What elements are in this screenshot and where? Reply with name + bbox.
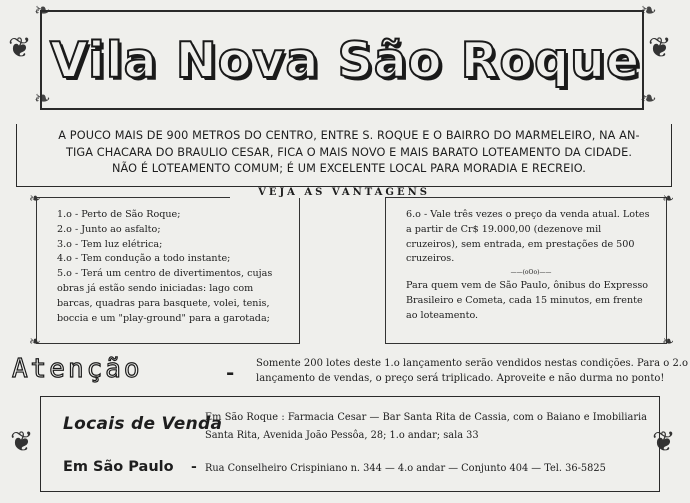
advantage-item-1: 1.o - Perto de São Roque;: [57, 209, 181, 220]
intro-box: [16, 124, 672, 187]
advantage-item-4: 4.o - Tem condução a todo instante;: [57, 253, 231, 265]
bottom-left-vine-icon: ❧: [34, 86, 51, 110]
advantages-left-list: [57, 208, 291, 326]
sao-paulo-title: Em São Paulo: [63, 459, 174, 475]
corner-flourish-icon: ❧: [662, 191, 674, 207]
title-banner: [40, 10, 644, 110]
advantages-right-list: [406, 208, 656, 324]
advantage-item-5: 5.o - Terá um centro de divertimentos, cujas obras já estão sendo iniciadas: lago com barcas, quadras para basquete, volei, tenis, boccia e um "play-ground" para a garotada;: [57, 268, 273, 324]
sales-locations-title: Locais de Venda: [63, 414, 223, 434]
intro-line-2: TIGA CHACARA DO BRAULIO CESAR, FICA O MAIS NOVO E MAIS BARATO LOTEAMENTO DA CIDADE.: [65, 145, 633, 159]
advantage-item-6: 6.o - Vale três vezes o preço da venda atual. Lotes a partir de Cr$ 19.000,00 (dezenove mil cruzeiros), sem entrada, em prestações de 500 cruzeiros.: [406, 209, 650, 265]
sao-paulo-address: Rua Conselheiro Crispiniano n. 344 — 4.o andar — Conjunto 404 — Tel. 36-5825: [205, 463, 606, 474]
sao-paulo-dash: -: [191, 459, 197, 475]
corner-flourish-icon: ❧: [29, 191, 41, 207]
sales-locations-box: [40, 396, 660, 492]
separator: ——(oOo)——: [510, 269, 552, 277]
atencao-dash: -: [226, 360, 235, 384]
top-right-vine-icon: ❧: [640, 0, 657, 22]
intro-line-1: A POUCO MAIS DE 900 METROS DO CENTRO, ENTRE S. ROQUE E O BAIRRO DO MARMELEIRO, NA AN-: [58, 129, 640, 142]
right-floral-ornament-icon: ❦: [648, 31, 672, 64]
sao-roque-locations: Em São Roque : Farmacia Cesar — Bar Santa Rita de Cassia, com o Baiano e Imobiliaria Santa Rita, Avenida João Pessôa, 28; 1.o andar; sala 33: [205, 412, 647, 441]
left-floral-ornament-icon: ❦: [8, 31, 32, 64]
corner-flourish-icon: ❧: [662, 334, 674, 350]
transport-info: Para quem vem de São Paulo, ônibus do Expresso Brasileiro e Cometa, cada 15 minutos, em frente ao loteamento.: [406, 280, 649, 321]
atencao-label: Atenção: [12, 354, 143, 384]
intro-paragraph: [37, 128, 661, 178]
intro-line-3: NÃO É LOTEAMENTO COMUM; É UM EXCELENTE LOCAL PARA MORADIA E RECREIO.: [112, 162, 586, 175]
advantage-item-3: 3.o - Tem luz elétrica;: [57, 238, 163, 250]
atencao-text: Somente 200 lotes deste 1.o lançamento serão vendidos nestas condições. Para o 2.o lançamento de vendas, o preço será triplicado. Aproveite e não durma no ponto!: [256, 358, 688, 384]
advantages-left-box: [29, 191, 300, 350]
bottom-right-vine-icon: ❧: [640, 86, 657, 110]
top-left-vine-icon: ❧: [34, 0, 51, 22]
page-title: Vila Nova São Roque: [50, 32, 641, 89]
advantages-right-box: [385, 191, 674, 350]
left-floral-ornament-icon: ❦: [10, 425, 34, 458]
right-floral-ornament-icon: ❦: [652, 425, 676, 458]
vantagens-heading: VEJA AS VANTAGENS: [230, 187, 458, 198]
corner-flourish-icon: ❧: [29, 334, 41, 350]
advantage-item-2: 2.o - Junto ao asfalto;: [57, 223, 161, 235]
